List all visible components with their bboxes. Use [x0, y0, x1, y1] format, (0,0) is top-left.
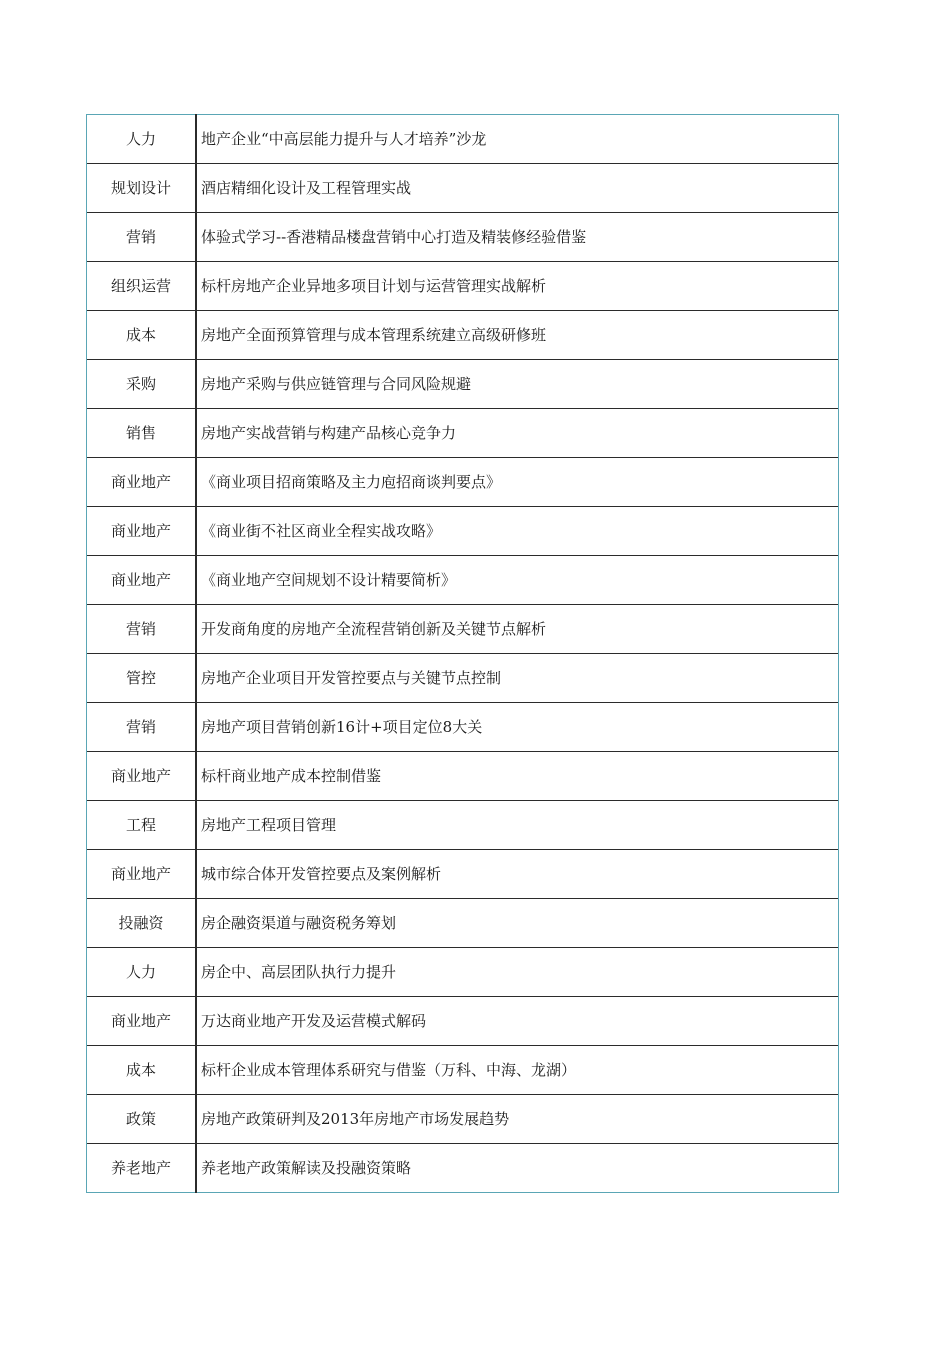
table-row: [87, 752, 839, 801]
category-cell: 成本: [87, 1046, 197, 1095]
table-row: [87, 213, 839, 262]
table-row: [87, 1046, 839, 1095]
table-row: [87, 899, 839, 948]
course-title-cell: 房地产政策研判及2013年房地产市场发展趋势: [196, 1095, 839, 1144]
course-title-cell: 酒店精细化设计及工程管理实战: [196, 164, 839, 213]
category-cell: 商业地产: [87, 752, 197, 801]
category-cell: 投融资: [87, 899, 197, 948]
course-title-cell: 标杆商业地产成本控制借鉴: [196, 752, 839, 801]
course-title-cell: 开发商角度的房地产全流程营销创新及关键节点解析: [196, 605, 839, 654]
course-title-cell: 房地产全面预算管理与成本管理系统建立高级研修班: [196, 311, 839, 360]
table-row: [87, 360, 839, 409]
category-cell: 营销: [87, 213, 197, 262]
table-row: [87, 703, 839, 752]
course-title-cell: 房地产项目营销创新16计+项目定位8大关: [196, 703, 839, 752]
table-row: [87, 1144, 839, 1193]
table-row: [87, 311, 839, 360]
course-title-cell: 养老地产政策解读及投融资策略: [196, 1144, 839, 1193]
table-row: [87, 997, 839, 1046]
category-cell: 营销: [87, 703, 197, 752]
category-cell: 采购: [87, 360, 197, 409]
course-title-cell: 体验式学习--香港精品楼盘营销中心打造及精装修经验借鉴: [196, 213, 839, 262]
table-row: [87, 654, 839, 703]
course-title-cell: 《商业地产空间规划不设计精要简析》: [196, 556, 839, 605]
category-cell: 商业地产: [87, 507, 197, 556]
category-cell: 组织运营: [87, 262, 197, 311]
course-title-cell: 地产企业“中高层能力提升与人才培养”沙龙: [196, 115, 839, 164]
course-table: [86, 114, 839, 1193]
category-cell: 管控: [87, 654, 197, 703]
course-table-body: [87, 115, 839, 1193]
table-row: [87, 164, 839, 213]
course-title-cell: 房地产工程项目管理: [196, 801, 839, 850]
course-title-cell: 房企中、高层团队执行力提升: [196, 948, 839, 997]
table-row: [87, 948, 839, 997]
course-title-cell: 房地产采购与供应链管理与合同风险规避: [196, 360, 839, 409]
course-title-cell: 房地产企业项目开发管控要点与关键节点控制: [196, 654, 839, 703]
category-cell: 营销: [87, 605, 197, 654]
category-cell: 养老地产: [87, 1144, 197, 1193]
course-title-cell: 万达商业地产开发及运营模式解码: [196, 997, 839, 1046]
table-row: [87, 801, 839, 850]
category-cell: 工程: [87, 801, 197, 850]
course-title-cell: 房企融资渠道与融资税务筹划: [196, 899, 839, 948]
category-cell: 销售: [87, 409, 197, 458]
course-title-cell: 标杆企业成本管理体系研究与借鉴（万科、中海、龙湖）: [196, 1046, 839, 1095]
course-title-cell: 《商业项目招商策略及主力庖招商谈判要点》: [196, 458, 839, 507]
table-row: [87, 556, 839, 605]
category-cell: 人力: [87, 115, 197, 164]
table-row: [87, 409, 839, 458]
category-cell: 商业地产: [87, 850, 197, 899]
category-cell: 规划设计: [87, 164, 197, 213]
table-row: [87, 605, 839, 654]
category-cell: 政策: [87, 1095, 197, 1144]
category-cell: 人力: [87, 948, 197, 997]
course-title-cell: 房地产实战营销与构建产品核心竞争力: [196, 409, 839, 458]
table-row: [87, 1095, 839, 1144]
table-row: [87, 115, 839, 164]
category-cell: 成本: [87, 311, 197, 360]
table-row: [87, 507, 839, 556]
course-title-cell: 《商业街不社区商业全程实战攻略》: [196, 507, 839, 556]
table-row: [87, 850, 839, 899]
category-cell: 商业地产: [87, 556, 197, 605]
category-cell: 商业地产: [87, 458, 197, 507]
course-title-cell: 标杆房地产企业异地多项目计划与运营管理实战解析: [196, 262, 839, 311]
table-row: [87, 262, 839, 311]
category-cell: 商业地产: [87, 997, 197, 1046]
course-title-cell: 城市综合体开发管控要点及案例解析: [196, 850, 839, 899]
table-row: [87, 458, 839, 507]
